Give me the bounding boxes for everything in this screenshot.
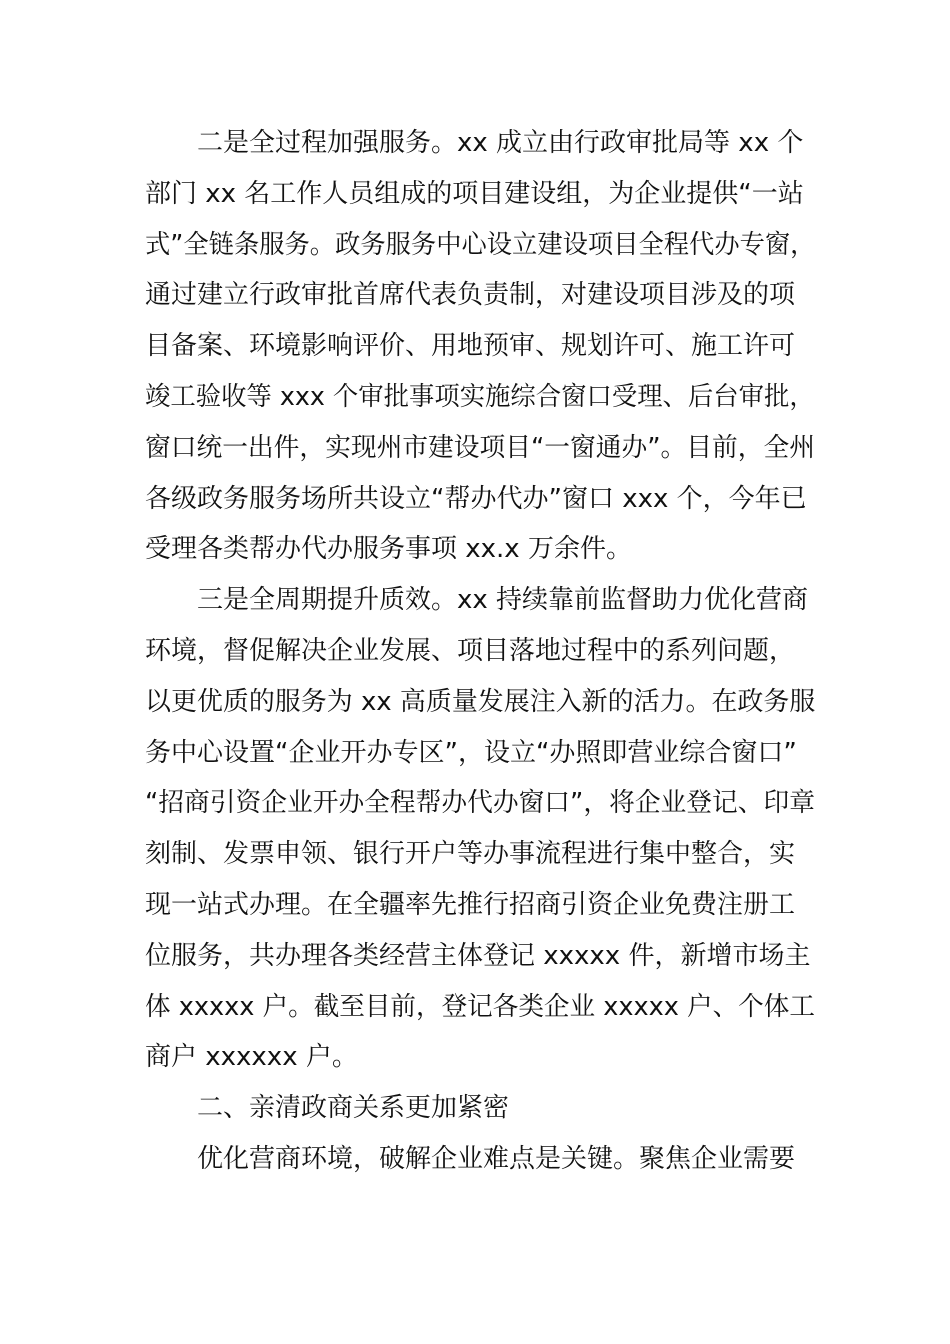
- paragraph-line: 窗口统一出件，实现州市建设项目“一窗通办”。目前，全州: [145, 432, 815, 463]
- paragraph-line: 竣工验收等 xxx 个审批事项实施综合窗口受理、后台审批，: [145, 381, 815, 412]
- paragraph-first-line: 三是全周期提升质效。xx 持续靠前监督助力优化营商: [197, 585, 809, 616]
- paragraph-line: 环境，督促解决企业发展、项目落地过程中的系列问题，: [145, 635, 796, 666]
- paragraph-line: 式”全链条服务。政务服务中心设立建设项目全程代办专窗，: [145, 229, 816, 260]
- paragraph-line: 体 xxxxx 户。截至目前，登记各类企业 xxxxx 户、个体工: [145, 991, 815, 1022]
- paragraph-line: 务中心设置“企业开办专区”，设立“办照即营业综合窗口”: [145, 737, 797, 768]
- paragraph-first-line: 二是全过程加强服务。xx 成立由行政审批局等 xx 个: [197, 128, 804, 158]
- paragraph-first-line: 优化营商环境，破解企业难点是关键。聚焦企业需要: [197, 1143, 796, 1174]
- document-body: [145, 118, 815, 1185]
- paragraph-line: 商户 xxxxxx 户。: [145, 1042, 358, 1073]
- paragraph-line: 通过建立行政审批首席代表负责制，对建设项目涉及的项: [145, 280, 796, 311]
- paragraph-line: 部门 xx 名工作人员组成的项目建设组，为企业提供“一站: [145, 178, 804, 209]
- paragraph-line: 现一站式办理。在全疆率先推行招商引资企业免费注册工: [145, 889, 796, 920]
- paragraph-line: 位服务，共办理各类经营主体登记 xxxxx 件，新增市场主: [145, 940, 811, 971]
- paragraph-line: “招商引资企业开办全程帮办代办窗口”，将企业登记、印章: [145, 788, 815, 819]
- paragraph-line: 刻制、发票申领、银行开户等办事流程进行集中整合，实: [145, 839, 796, 870]
- paragraph-line: 受理各类帮办代办服务事项 xx.x 万余件。: [145, 534, 632, 565]
- paragraph-first-line: 二、亲清政商关系更加紧密: [197, 1093, 510, 1124]
- paragraph-line: 各级政务服务场所共设立“帮办代办”窗口 xxx 个，今年已: [145, 483, 807, 514]
- paragraph-line: 目备案、环境影响评价、用地预审、规划许可、施工许可: [145, 331, 796, 362]
- paragraph-line: 以更优质的服务为 xx 高质量发展注入新的活力。在政务服: [145, 686, 816, 717]
